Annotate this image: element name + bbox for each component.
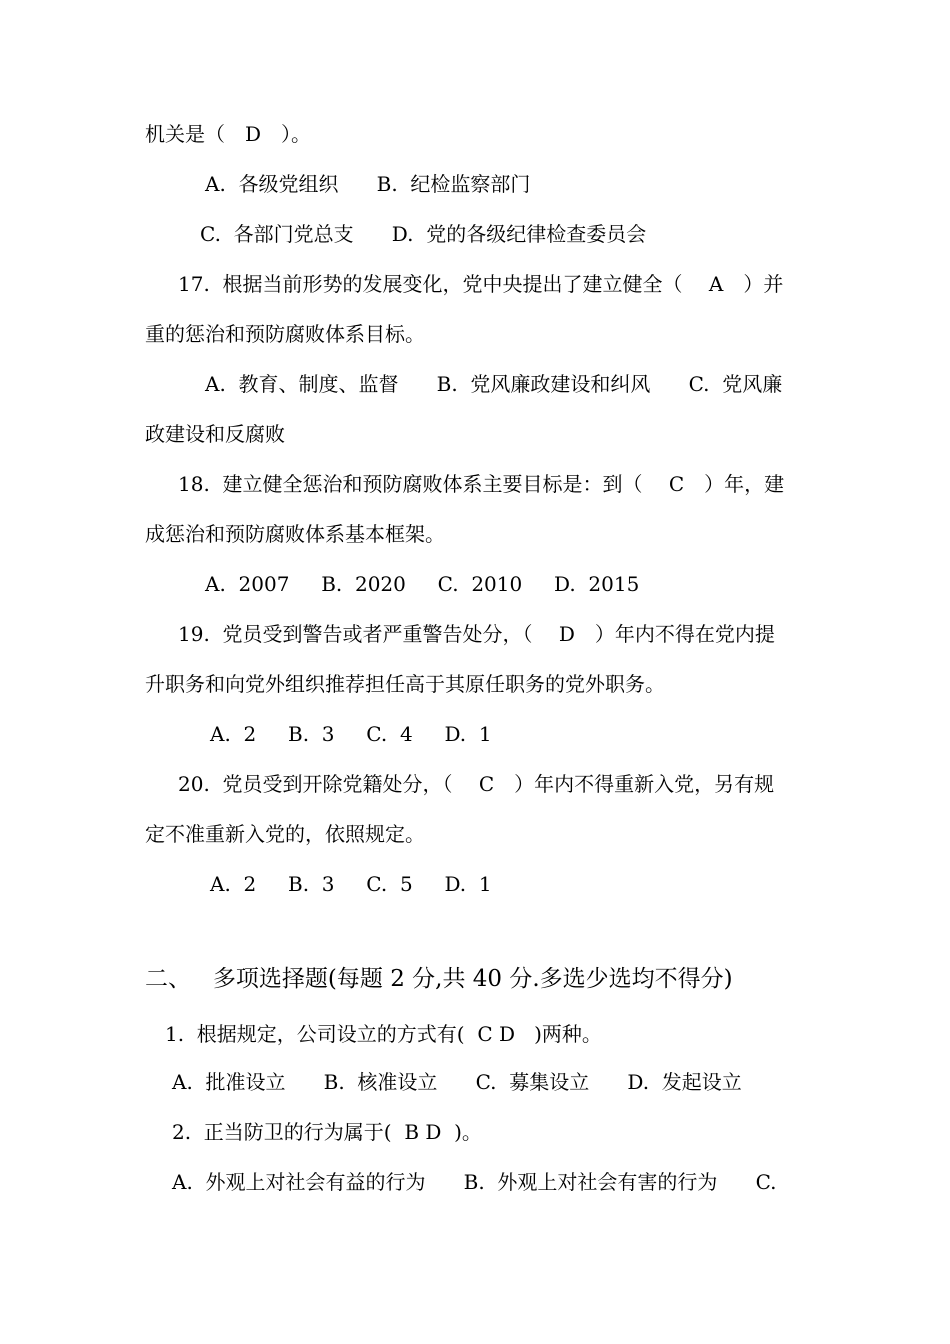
section-heading: 二、 多项选择题(每题 2 分,共 40 分.多选少选均不得分) [145, 966, 733, 992]
q18-stem: 18. 建立健全惩治和预防腐败体系主要目标是：到（ C ）年，建 [178, 472, 785, 496]
q17-stem-cont: 重的惩治和预防腐败体系目标。 [145, 322, 425, 346]
q20-stem-cont: 定不准重新入党的，依照规定。 [145, 822, 425, 846]
q17-options: A. 教育、制度、监督 B. 党风廉政建设和纠风 C. 党风廉 [205, 372, 783, 396]
mq2-options: A. 外观上对社会有益的行为 B. 外观上对社会有害的行为 C. [172, 1170, 777, 1194]
q18-options: A. 2007 B. 2020 C. 2010 D. 2015 [205, 572, 640, 596]
mq1-options: A. 批准设立 B. 核准设立 C. 募集设立 D. 发起设立 [172, 1070, 742, 1094]
q19-stem-cont: 升职务和向党外组织推荐担任高于其原任职务的党外职务。 [145, 672, 665, 696]
q16-options-cd: C. 各部门党总支 D. 党的各级纪律检查委员会 [200, 222, 647, 246]
q19-stem: 19. 党员受到警告或者严重警告处分，（ D ）年内不得在党内提 [178, 622, 775, 646]
mq2-stem: 2. 正当防卫的行为属于( B D )。 [172, 1120, 482, 1144]
q20-stem: 20. 党员受到开除党籍处分，（ C ）年内不得重新入党，另有规 [178, 772, 775, 796]
q18-stem-cont: 成惩治和预防腐败体系基本框架。 [145, 522, 445, 546]
q16-options-ab: A. 各级党组织 B. 纪检监察部门 [205, 172, 531, 196]
q17-options-cont: 政建设和反腐败 [145, 422, 285, 446]
q20-options: A. 2 B. 3 C. 5 D. 1 [210, 872, 492, 896]
mq1-stem: 1. 根据规定，公司设立的方式有( C D )两种。 [165, 1022, 602, 1046]
q16-stem-end: 机关是（ D ）。 [145, 122, 312, 146]
q17-stem: 17. 根据当前形势的发展变化，党中央提出了建立健全（ A ）并 [178, 272, 784, 296]
q19-options: A. 2 B. 3 C. 4 D. 1 [210, 722, 492, 746]
